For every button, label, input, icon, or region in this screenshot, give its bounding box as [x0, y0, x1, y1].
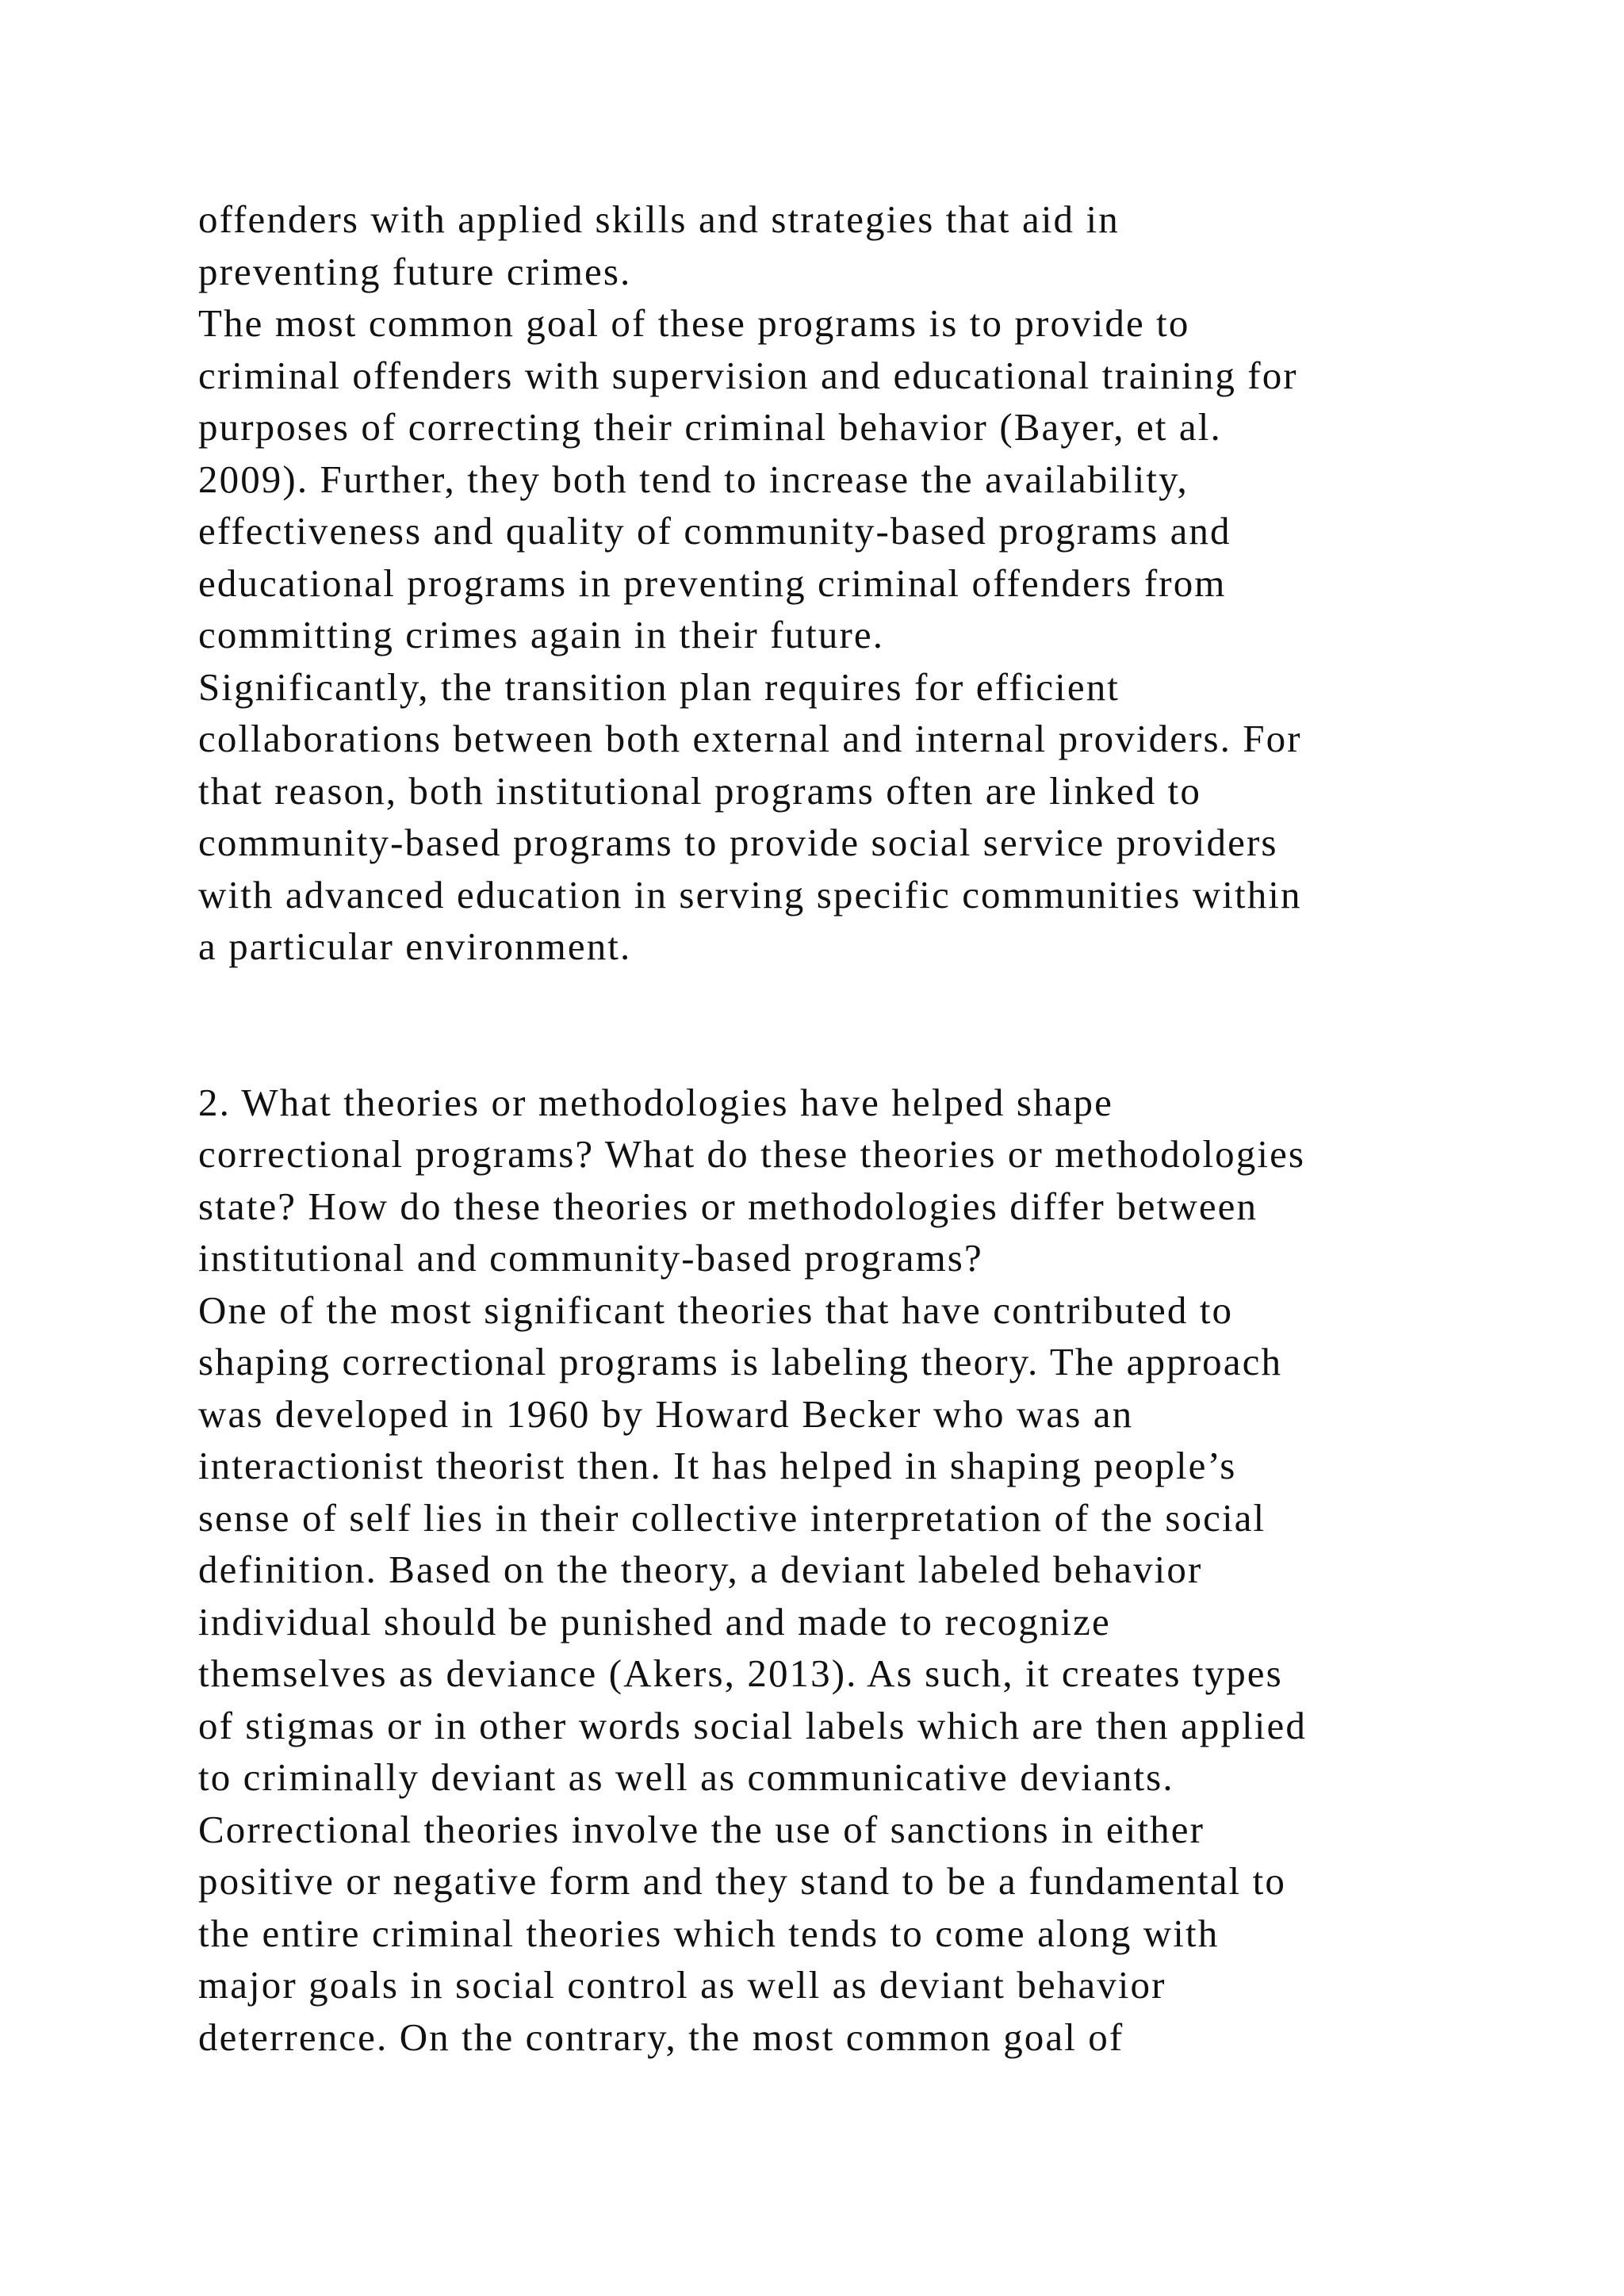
text-line: preventing future crimes.	[198, 249, 632, 293]
text-line: definition. Based on the theory, a deviant labeled behavior	[198, 1548, 1203, 1591]
text-line: major goals in social control as well as deviant behavior	[198, 1963, 1166, 2007]
text-line: educational programs in preventing criminal offenders from	[198, 561, 1227, 605]
text-line: The most common goal of these programs is to provide to	[198, 301, 1190, 345]
text-line: individual should be punished and made to recognize	[198, 1599, 1111, 1644]
text-line: deterrence. On the contrary, the most common goal of	[198, 2015, 1124, 2059]
text-line: interactionist theorist then. It has helped in shaping people’s	[198, 1444, 1237, 1487]
text-line: the entire criminal theories which tends to come along with	[198, 1911, 1220, 1955]
question-line: institutional and community-based programs?	[198, 1236, 983, 1280]
text-line: collaborations between both external and internal providers. For	[198, 717, 1302, 760]
text-block-theories	[198, 1077, 1530, 2064]
text-line: a particular environment.	[198, 924, 632, 968]
question-line: state? How do these theories or methodologies differ between	[198, 1184, 1258, 1228]
text-line: community-based programs to provide social service providers	[198, 821, 1278, 864]
text-line: shaping correctional programs is labeling theory. The approach	[198, 1340, 1283, 1383]
text-line: with advanced education in serving specific communities within	[198, 872, 1302, 916]
text-line: Significantly, the transition plan requires for efficient	[198, 664, 1120, 709]
text-line: to criminally deviant as well as communicative deviants.	[198, 1755, 1174, 1799]
text-block-programs	[198, 193, 1530, 973]
text-line: sense of self lies in their collective interpretation of the social	[198, 1495, 1266, 1540]
text-line: positive or negative form and they stand to be a fundamental to	[198, 1859, 1286, 1903]
text-line: was developed in 1960 by Howard Becker who was an	[198, 1391, 1134, 1436]
text-line: of stigmas or in other words social labels which are then applied	[198, 1703, 1307, 1747]
text-line: that reason, both institutional programs often are linked to	[198, 768, 1201, 813]
text-line: committing crimes again in their future.	[198, 613, 885, 656]
document-page	[198, 193, 1530, 2063]
text-line: Correctional theories involve the use of sanctions in either	[198, 1807, 1205, 1851]
question-line: 2. What theories or methodologies have helped shape	[198, 1080, 1113, 1124]
text-line: effectiveness and quality of community-based programs and	[198, 509, 1231, 553]
text-line: purposes of correcting their criminal behavior (Bayer, et al.	[198, 405, 1222, 449]
question-line: correctional programs? What do these theories or methodologies	[198, 1132, 1306, 1176]
paragraph-gap	[198, 973, 1530, 1077]
text-line: One of the most significant theories that have contributed to	[198, 1288, 1234, 1332]
text-line: 2009). Further, they both tend to increase the availability,	[198, 457, 1189, 501]
text-line: offenders with applied skills and strategies that aid in	[198, 197, 1120, 241]
text-line: criminal offenders with supervision and educational training for	[198, 353, 1298, 397]
text-line: themselves as deviance (Akers, 2013). As such, it creates types	[198, 1651, 1283, 1695]
